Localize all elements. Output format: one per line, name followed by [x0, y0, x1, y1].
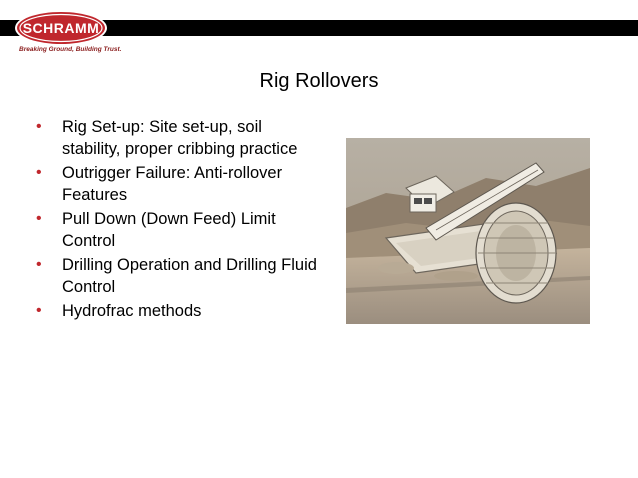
bullet-icon: • — [36, 164, 42, 181]
bullet-icon: • — [36, 210, 42, 227]
bullet-item — [36, 208, 318, 252]
bullet-icon: • — [36, 302, 42, 319]
bullet-list — [36, 116, 318, 324]
bullet-text: Rig Set-up: Site set-up, soil stability, proper cribbing practice — [62, 118, 298, 158]
bullet-item — [36, 254, 318, 298]
rollover-photo-illustration — [346, 138, 590, 324]
slide-title: Rig Rollovers — [259, 70, 379, 92]
bullet-item — [36, 300, 318, 322]
logo-text: SCHRAMM — [22, 20, 100, 36]
rollover-photo — [346, 138, 590, 324]
bullet-text: Hydrofrac methods — [62, 302, 202, 320]
bullet-text: Pull Down (Down Feed) Limit Control — [62, 210, 276, 250]
brand-tagline: Breaking Ground, Building Trust. — [19, 46, 122, 53]
bullet-item — [36, 162, 318, 206]
bullet-icon: • — [36, 118, 42, 135]
bullet-text: Outrigger Failure: Anti-rollover Features — [62, 164, 283, 204]
bullet-item — [36, 116, 318, 160]
bullet-icon: • — [36, 256, 42, 273]
bullet-text: Drilling Operation and Drilling Fluid Control — [62, 256, 317, 296]
